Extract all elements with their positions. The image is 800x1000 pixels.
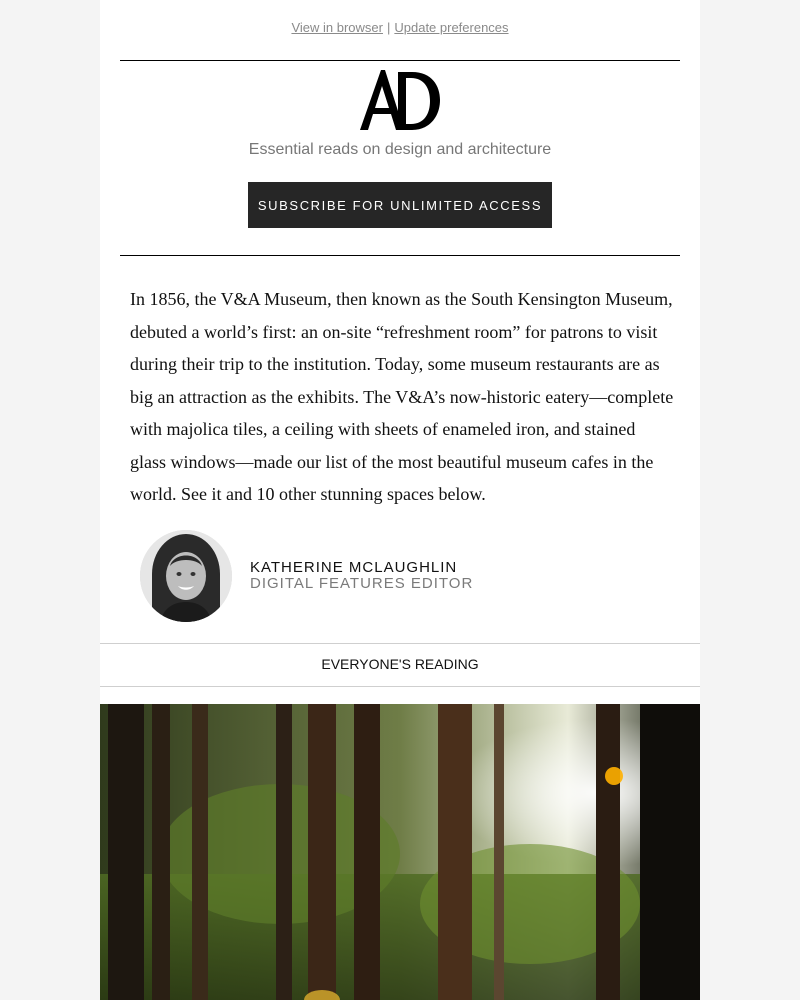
tagline: Essential reads on design and architecture: [248, 141, 552, 158]
update-preferences-link[interactable]: Update preferences: [394, 20, 509, 35]
author-name: KATHERINE MCLAUGHLIN: [250, 559, 458, 576]
email-container: [100, 0, 700, 1000]
subscribe-button[interactable]: SUBSCRIBE FOR UNLIMITED ACCESS: [248, 182, 552, 228]
logo-text: [442, 68, 443, 69]
header-divider: [120, 60, 680, 61]
author-block: [140, 530, 660, 622]
author-portrait-image: [140, 530, 232, 622]
ad-logo-mark: [358, 68, 442, 132]
featured-article-image[interactable]: [100, 704, 700, 1000]
author-role: DIGITAL FEATURES EDITOR: [250, 575, 474, 592]
section-title: EVERYONE'S READING: [321, 656, 479, 672]
section-bottom-divider: [100, 686, 700, 687]
forest-photo: [100, 704, 700, 1000]
intro-divider: [120, 255, 680, 256]
intro-paragraph: In 1856, the V&A Museum, then known as the South Kensington Museum, debuted a world’s first: an on-site “refreshment room” for patrons to visit during their trip to the institution. Today, some museum restaurants are as big an attraction as the exhibits. The V&A’s now-historic eatery—complete with majolica tiles, a ceiling with sheets of enameled iron, and stained glass windows—made our list of the most beautiful museum cafes in the world. See it and 10 other stunning spaces below.: [130, 289, 674, 504]
preheader-links: [100, 20, 700, 35]
ad-logo[interactable]: [100, 68, 700, 137]
link-separator: |: [386, 20, 391, 35]
section-top-divider: [100, 643, 700, 644]
author-avatar: [140, 530, 232, 622]
view-in-browser-link[interactable]: View in browser: [291, 20, 383, 35]
